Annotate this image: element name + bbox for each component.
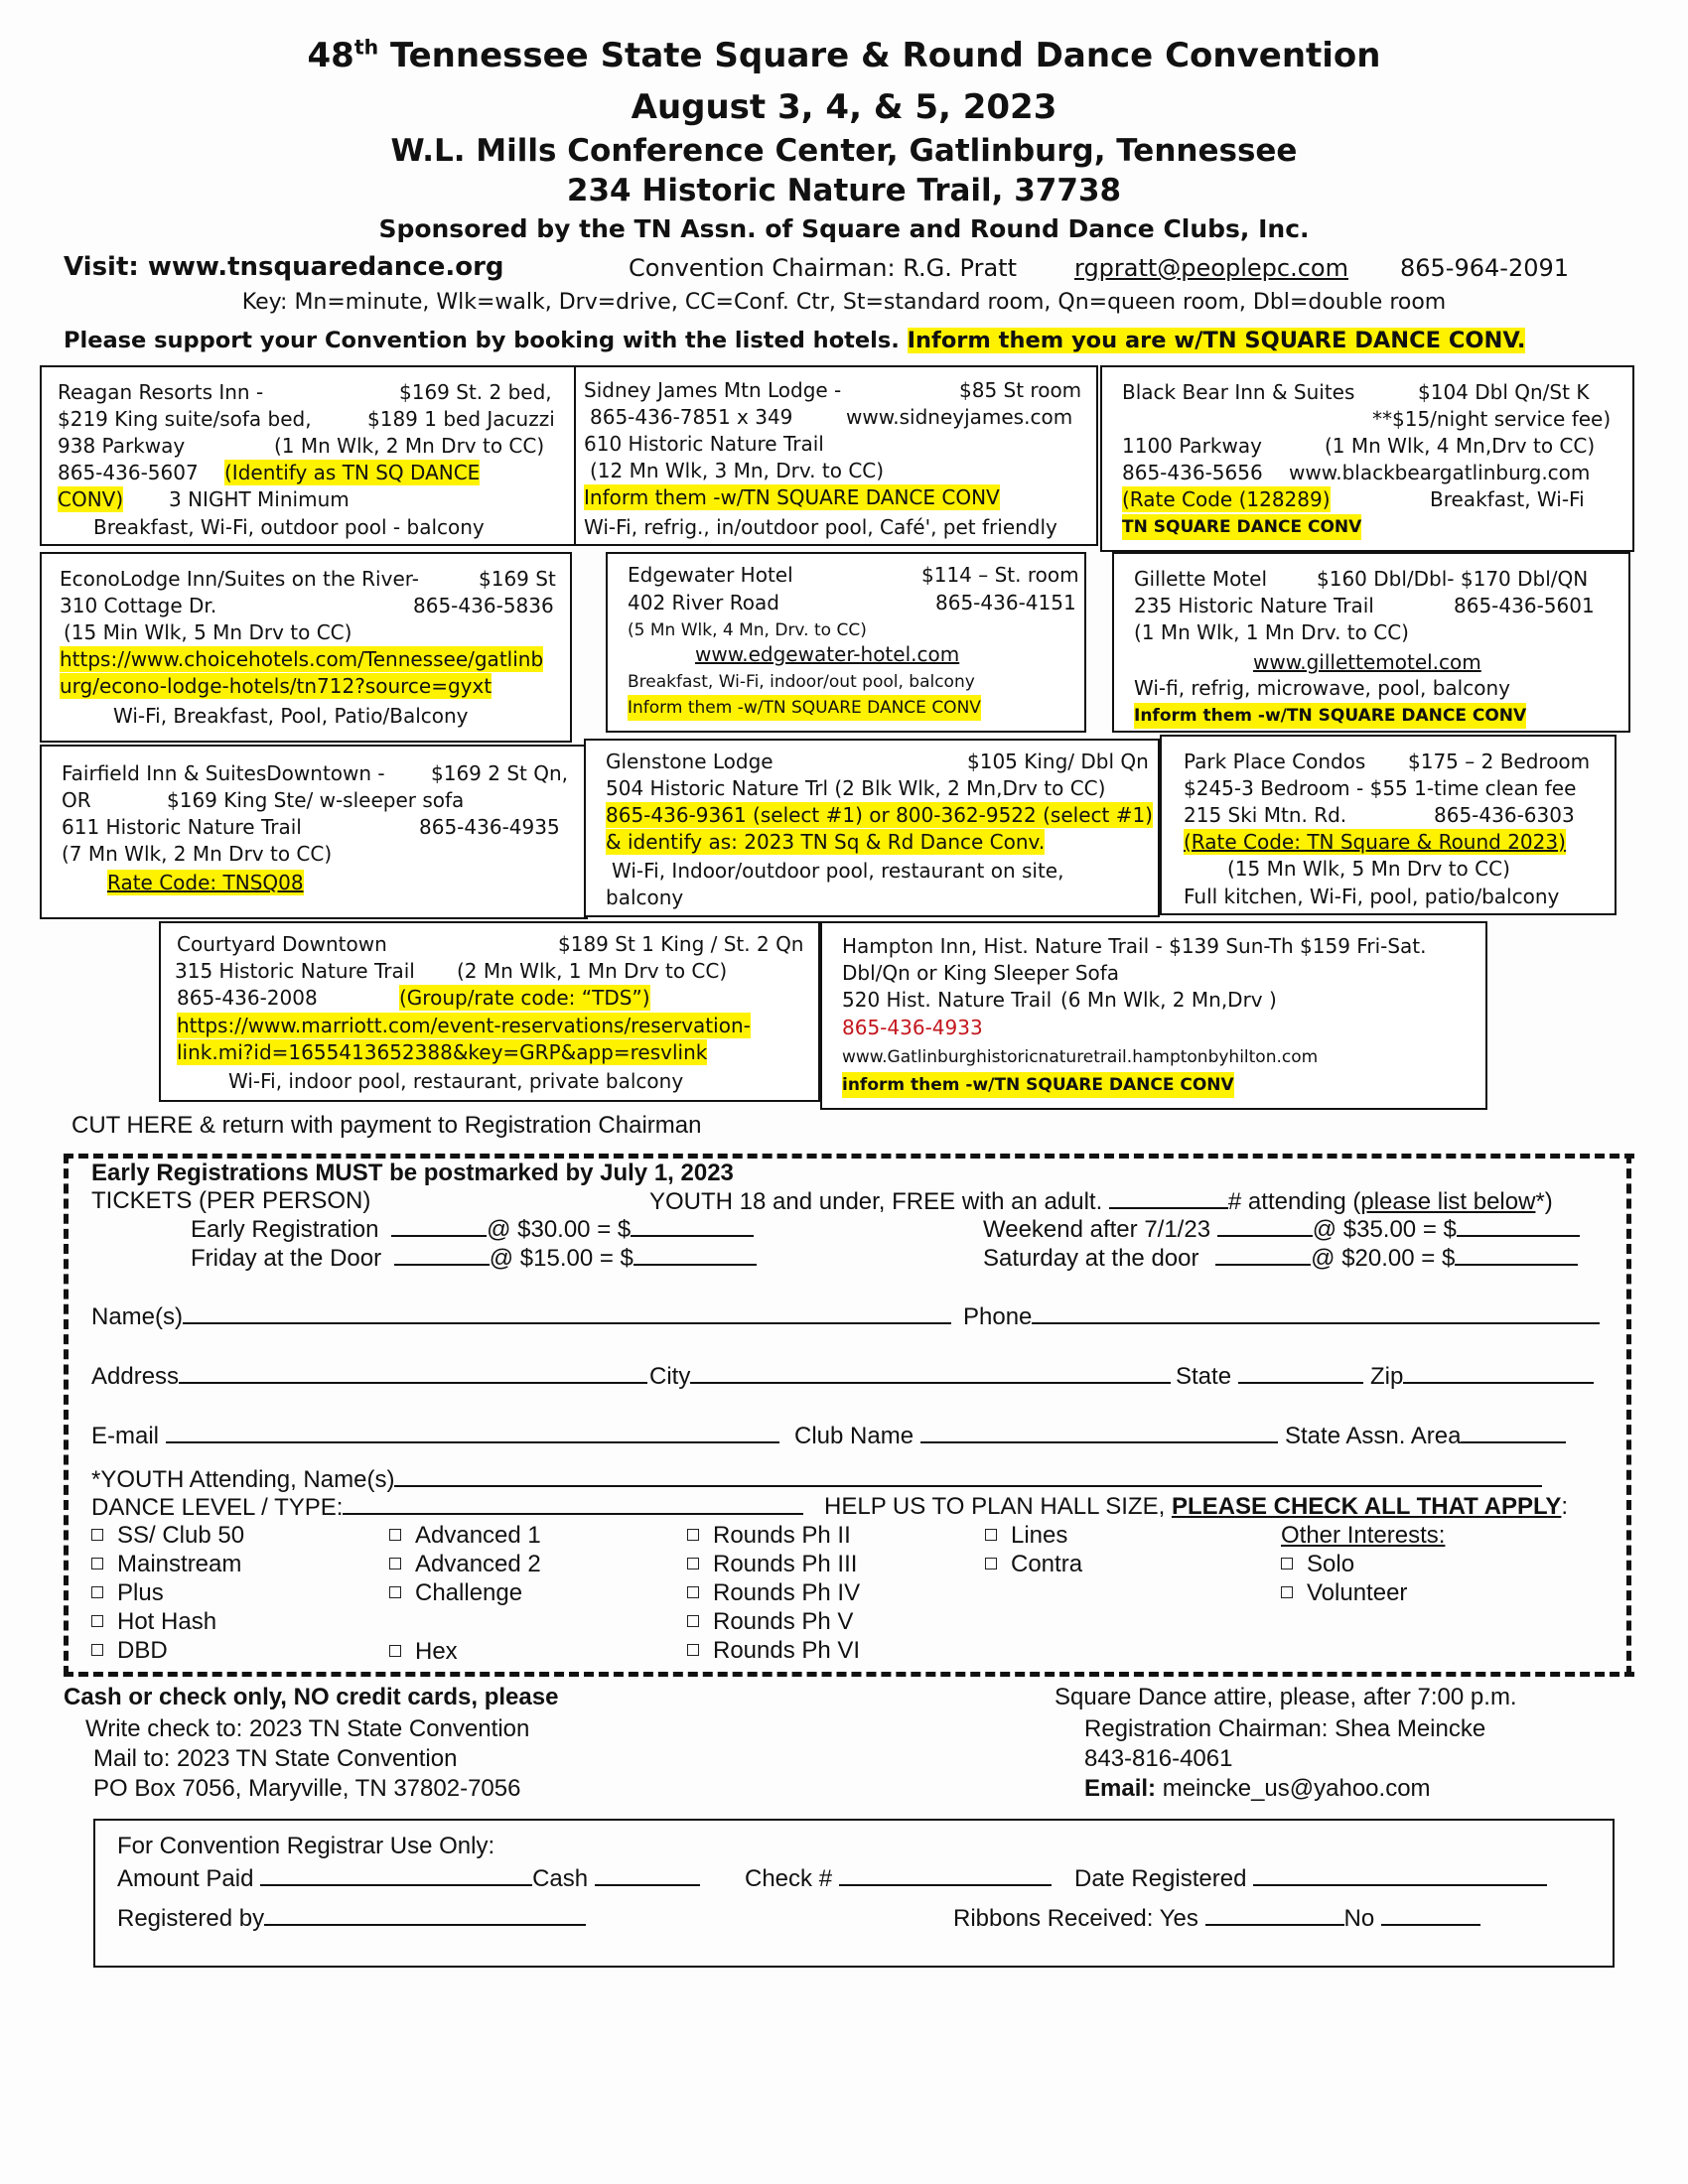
checkbox-rounds-ph-ii[interactable]: Rounds Ph II [687, 1522, 860, 1550]
check-payee: Write check to: 2023 TN State Convention [85, 1715, 530, 1742]
hotel-phone: 865-436-5836 [413, 594, 554, 617]
youth-attending: YOUTH 18 and under, FREE with an adult. # attending (please list below*) [649, 1188, 1553, 1215]
hotel-address: 504 Historic Nature Trl (2 Blk Wlk, 2 Mn,Drv to CC) [606, 776, 1106, 800]
chairman-phone: 865-964-2091 [1400, 254, 1570, 282]
hotel-phone: 865-436-6303 [1434, 803, 1575, 827]
chairman-name: Convention Chairman: R.G. Pratt [629, 254, 1017, 282]
hotel-booking-note: CONV) [58, 487, 124, 511]
hotel-name: EconoLodge Inn/Suites on the River- [60, 567, 419, 591]
hotel-address: 610 Historic Nature Trail [584, 432, 824, 456]
hotel-address: 1100 Parkway [1122, 434, 1262, 458]
dance-level-column-3 [687, 1522, 860, 1665]
check-number-field[interactable]: Check # [745, 1864, 1052, 1893]
hotel-address: 402 River Road [628, 591, 779, 614]
hotel-distance: (5 Mn Wlk, 4 Mn, Drv. to CC) [628, 620, 867, 640]
hotel-phone: 865-436-2008 [177, 986, 318, 1010]
registration-chairman: Registration Chairman: Shea Meincke [1084, 1715, 1486, 1742]
hotel-phone: 865-436-4151 [935, 591, 1076, 614]
hotel-booking-link[interactable]: link.mi?id=1655413652388&key=GRP&app=resvlink [177, 1040, 708, 1064]
early-registration-deadline: Early Registrations MUST be postmarked by July 1, 2023 [91, 1160, 734, 1186]
hotel-distance: (15 Min Wlk, 5 Mn Drv to CC) [64, 620, 352, 644]
hotel-name: Black Bear Inn & Suites [1122, 380, 1355, 404]
hotel-phone: 865-436-7851 x 349 [590, 405, 793, 429]
registrar-use-box [93, 1819, 1615, 1968]
hotel-rate: OR [62, 788, 91, 812]
hotel-phone: 865-436-5656 [1122, 461, 1263, 484]
dance-level-column-2 [389, 1522, 541, 1666]
chairman-email[interactable]: rgpratt@peoplepc.com [1074, 254, 1348, 282]
hotel-rate: $104 Dbl Qn/St K [1418, 380, 1590, 404]
convention-venue: W.L. Mills Conference Center, Gatlinburg, Tennessee [390, 133, 1298, 169]
hotel-fairfield [40, 745, 588, 919]
checkbox-volunteer[interactable]: Volunteer [1281, 1579, 1445, 1607]
hotel-black-bear [1100, 365, 1634, 552]
ribbons-received-field[interactable]: Ribbons Received: Yes No [953, 1904, 1480, 1933]
checkbox-solo[interactable]: Solo [1281, 1551, 1445, 1578]
checkbox-rounds-ph-iii[interactable]: Rounds Ph III [687, 1551, 860, 1578]
checkbox-mainstream[interactable]: Mainstream [91, 1551, 244, 1578]
checkbox-advanced-1[interactable]: Advanced 1 [389, 1522, 541, 1550]
attire-notice: Square Dance attire, please, after 7:00 p.m. [1055, 1684, 1517, 1710]
payment-notice: Cash or check only, NO credit cards, please [64, 1684, 559, 1710]
hotel-rate: $245-3 Bedroom - $55 1-time clean fee [1184, 776, 1577, 800]
hotel-distance: (1 Mn Wlk, 2 Mn Drv to CC) [274, 434, 545, 458]
cut-here-instruction: CUT HERE & return with payment to Registration Chairman [71, 1112, 702, 1139]
hall-size-instruction: HELP US TO PLAN HALL SIZE, PLEASE CHECK ALL THAT APPLY: [824, 1493, 1569, 1520]
hotel-rate-code: (Group/rate code: “TDS”) [399, 986, 650, 1010]
hotel-phone: 865-436-4933 [842, 1016, 983, 1039]
checkbox-advanced-2[interactable]: Advanced 2 [389, 1551, 541, 1578]
hotel-name: Glenstone Lodge [606, 750, 774, 773]
hotel-distance: (7 Mn Wlk, 2 Mn Drv to CC) [62, 842, 333, 866]
club-name-field[interactable]: Club Name [794, 1422, 1278, 1450]
hotel-rate-code: Rate Code: TNSQ08 [107, 871, 304, 894]
address-field[interactable]: Address [91, 1362, 647, 1391]
hotel-amenities: Wi-Fi, refrig., in/outdoor pool, Café', pet friendly [584, 515, 1057, 539]
tickets-heading: TICKETS (PER PERSON) [91, 1187, 371, 1214]
hotel-address: 310 Cottage Dr. [60, 594, 217, 617]
hotel-address: 938 Parkway [58, 434, 186, 458]
hotel-rate: $219 King suite/sofa bed, [58, 407, 312, 431]
hotel-sidney-james [574, 365, 1098, 546]
hotel-reagan-resorts [40, 365, 576, 546]
hotel-website[interactable]: www.blackbeargatlinburg.com [1289, 461, 1591, 484]
hotel-name: Park Place Condos [1184, 750, 1366, 773]
hotel-rate: $189 1 bed Jacuzzi [367, 407, 555, 431]
hotel-rate: $169 King Ste/ w-sleeper sofa [167, 788, 465, 812]
hotel-booking-note: & identify as: 2023 TN Sq & Rd Dance Conv. [606, 830, 1046, 854]
hotel-econolodge [40, 552, 572, 743]
hotel-name: Edgewater Hotel [628, 563, 793, 587]
hotel-distance: (1 Mn Wlk, 4 Mn,Drv to CC) [1325, 434, 1596, 458]
hotel-website[interactable]: www.edgewater-hotel.com [695, 642, 960, 666]
hotel-rate: $169 2 St Qn, [431, 761, 569, 785]
hotel-rate-code: (Rate Code: TN Square & Round 2023) [1184, 830, 1566, 854]
hotel-glenstone [584, 739, 1160, 917]
checkbox-plus[interactable]: Plus [91, 1579, 244, 1607]
saturday-door-row[interactable]: Saturday at the door @ $20.00 = $ [983, 1244, 1578, 1273]
phone-field[interactable]: Phone [963, 1302, 1600, 1331]
hotel-booking-note: Inform them -w/TN SQUARE DANCE CONV [1134, 703, 1526, 729]
hotel-rate: $105 King/ Dbl Qn [967, 750, 1149, 773]
checkbox-lines[interactable]: Lines [985, 1522, 1082, 1550]
hotel-hampton [820, 921, 1487, 1110]
hotel-rate: $85 St room [959, 378, 1082, 402]
support-highlight: Inform them you are w/TN SQUARE DANCE CONV. [907, 328, 1526, 353]
website-link[interactable]: Visit: www.tnsquaredance.org [64, 252, 504, 282]
hotel-rate: $114 – St. room [921, 563, 1079, 587]
hotel-amenities: Breakfast, Wi-Fi, outdoor pool - balcony [93, 515, 485, 539]
hotel-phone: 865-436-5601 [1454, 594, 1595, 617]
hotel-name: Courtyard Downtown [177, 932, 387, 956]
youth-names-field[interactable]: *YOUTH Attending, Name(s) [91, 1465, 1542, 1494]
hotel-booking-link[interactable]: https://www.marriott.com/event-reservations/reservation- [177, 1014, 751, 1037]
hotel-rate: $160 Dbl/Dbl- $170 Dbl/QN [1317, 567, 1589, 591]
hotel-name: Hampton Inn, Hist. Nature Trail - $139 Sun-Th $159 Fri-Sat. [842, 934, 1427, 958]
convention-dates: August 3, 4, & 5, 2023 [631, 87, 1057, 127]
hotel-address: 215 Ski Mtn. Rd. [1184, 803, 1347, 827]
email-field[interactable]: E-mail [91, 1422, 779, 1450]
weekend-row[interactable]: Weekend after 7/1/23 @ $35.00 = $ [983, 1215, 1580, 1244]
mail-to: Mail to: 2023 TN State Convention [93, 1745, 458, 1772]
hotel-phone: 865-436-5607 [58, 461, 199, 484]
checkbox-ss-club-50[interactable]: SS/ Club 50 [91, 1522, 244, 1550]
hotel-name: Gillette Motel [1134, 567, 1268, 591]
checkbox-hex[interactable]: Hex [389, 1638, 541, 1666]
hotel-distance: (6 Mn Wlk, 2 Mn,Drv ) [1060, 988, 1277, 1012]
hotel-rate: $169 St. 2 bed, [399, 380, 552, 404]
hotel-booking-note: TN SQUARE DANCE CONV [1122, 514, 1361, 540]
cut-line-top [64, 1154, 1634, 1159]
hotel-distance: (2 Mn Wlk, 1 Mn Drv to CC) [457, 959, 728, 983]
registration-email[interactable]: Email: meincke_us@yahoo.com [1084, 1775, 1431, 1802]
hotel-fee: **$15/night service fee) [1372, 407, 1612, 431]
checkbox-hot-hash[interactable]: Hot Hash [91, 1608, 244, 1636]
hotel-rate: $189 St 1 King / St. 2 Qn [558, 932, 804, 956]
date-registered-field[interactable]: Date Registered [1074, 1864, 1547, 1893]
state-area-field[interactable]: State Assn. Area [1285, 1422, 1566, 1450]
hotel-distance: (15 Mn Wlk, 5 Mn Drv to CC) [1227, 857, 1510, 881]
hotel-booking-note: inform them -w/TN SQUARE DANCE CONV [842, 1072, 1234, 1098]
hotel-website[interactable]: www.Gatlinburghistoricnaturetrail.hamptonbyhilton.com [842, 1047, 1319, 1067]
checkbox-challenge[interactable]: Challenge [389, 1579, 541, 1607]
hotel-amenities: Wi-Fi, Indoor/outdoor pool, restaurant on site, [612, 859, 1064, 883]
zip-field[interactable]: Zip [1370, 1362, 1594, 1391]
hotel-rate-code: (Rate Code (128289) [1122, 487, 1331, 511]
amount-paid-field[interactable]: Amount Paid Cash [117, 1864, 700, 1893]
hotel-amenities: Breakfast, Wi-Fi [1430, 487, 1585, 511]
hotel-amenities: Full kitchen, Wi-Fi, pool, patio/balcony [1184, 885, 1560, 908]
hotel-rate: $169 St [479, 567, 556, 591]
city-field[interactable]: City [649, 1362, 1171, 1391]
hotel-booking-link[interactable]: urg/econo-lodge-hotels/tn712?source=gyxt [60, 674, 492, 698]
registration-phone: 843-816-4061 [1084, 1745, 1233, 1772]
hotel-distance: (12 Mn Wlk, 3 Mn, Drv. to CC) [590, 459, 885, 482]
hotel-name: Reagan Resorts Inn - [58, 380, 264, 404]
hotel-rate: $175 – 2 Bedroom [1408, 750, 1591, 773]
hotel-address: 315 Historic Nature Trail [175, 959, 415, 983]
convention-title: 48th Tennessee State Square & Round Dance Convention [307, 35, 1381, 75]
cut-line-bottom [64, 1672, 1634, 1677]
convention-address: 234 Historic Nature Trail, 37738 [566, 173, 1122, 208]
checkbox-contra[interactable]: Contra [985, 1551, 1082, 1578]
checkbox-rounds-ph-iv[interactable]: Rounds Ph IV [687, 1579, 860, 1607]
hotel-courtyard [159, 921, 820, 1102]
hotel-phone: 865-436-9361 (select #1) or 800-362-9522 (select #1) [606, 803, 1153, 827]
hotel-amenities: Wi-Fi, Breakfast, Pool, Patio/Balcony [113, 704, 469, 728]
cut-line-left [64, 1154, 69, 1676]
sponsor-line: Sponsored by the TN Assn. of Square and Round Dance Clubs, Inc. [378, 214, 1310, 243]
checkbox-dbd[interactable]: DBD [91, 1637, 244, 1665]
hotel-address: 520 Hist. Nature Trail [842, 988, 1053, 1012]
hotel-amenities: Wi-Fi, indoor pool, restaurant, private balcony [228, 1069, 684, 1093]
dance-level-label: DANCE LEVEL / TYPE: [91, 1493, 803, 1522]
dance-level-column-1 [91, 1522, 244, 1665]
hotel-amenities: Wi-fi, refrig, microwave, pool, balcony [1134, 676, 1510, 700]
hotel-amenities: balcony [606, 886, 684, 909]
hotel-name: Fairfield Inn & SuitesDowntown - [62, 761, 385, 785]
dance-level-column-4 [985, 1522, 1082, 1578]
hotel-gillette [1112, 552, 1630, 733]
hotel-amenities: Breakfast, Wi-Fi, indoor/out pool, balcony [628, 672, 975, 692]
abbreviation-key: Key: Mn=minute, Wlk=walk, Drv=drive, CC=Conf. Ctr, St=standard room, Qn=queen room, Dbl=double room [241, 290, 1447, 315]
hotel-address: 235 Historic Nature Trail [1134, 594, 1374, 617]
hotel-minimum-stay: 3 NIGHT Minimum [169, 487, 350, 511]
hotel-booking-note: Inform them -w/TN SQUARE DANCE CONV [628, 695, 981, 721]
hotel-address: 611 Historic Nature Trail [62, 815, 302, 839]
hotel-name: Sidney James Mtn Lodge - [584, 378, 842, 402]
hotel-rate: Dbl/Qn or King Sleeper Sofa [842, 961, 1120, 985]
hotel-edgewater [606, 552, 1086, 733]
hotel-booking-note: (Identify as TN SQ DANCE [224, 461, 481, 484]
other-interests-title: Other Interests: [1281, 1522, 1446, 1549]
hotel-website[interactable]: www.sidneyjames.com [846, 405, 1073, 429]
checkbox-rounds-ph-vi[interactable]: Rounds Ph VI [687, 1637, 860, 1665]
cut-line-right [1626, 1154, 1631, 1676]
names-field[interactable]: Name(s) [91, 1302, 951, 1331]
mailing-address: PO Box 7056, Maryville, TN 37802-7056 [93, 1775, 521, 1802]
registrar-title: For Convention Registrar Use Only: [117, 1833, 495, 1859]
hotel-booking-note: Inform them -w/TN SQUARE DANCE CONV [584, 485, 1000, 509]
support-notice: Please support your Convention by booking with the listed hotels. Inform them you are w/TN SQUARE DANCE CONV. [64, 328, 1526, 353]
early-registration-row[interactable]: Early Registration @ $30.00 = $ [191, 1215, 754, 1244]
hotel-booking-link[interactable]: https://www.choicehotels.com/Tennessee/gatlinb [60, 647, 544, 671]
checkbox-rounds-ph-v[interactable]: Rounds Ph V [687, 1608, 860, 1636]
friday-door-row[interactable]: Friday at the Door @ $15.00 = $ [191, 1244, 757, 1273]
hotel-park-place [1160, 735, 1617, 915]
hotel-phone: 865-436-4935 [419, 815, 560, 839]
state-field[interactable]: State [1176, 1362, 1363, 1391]
hotel-distance: (1 Mn Wlk, 1 Mn Drv. to CC) [1134, 620, 1409, 644]
registered-by-field[interactable]: Registered by [117, 1904, 586, 1933]
hotel-website[interactable]: www.gillettemotel.com [1253, 650, 1481, 674]
other-interests [1281, 1522, 1445, 1607]
